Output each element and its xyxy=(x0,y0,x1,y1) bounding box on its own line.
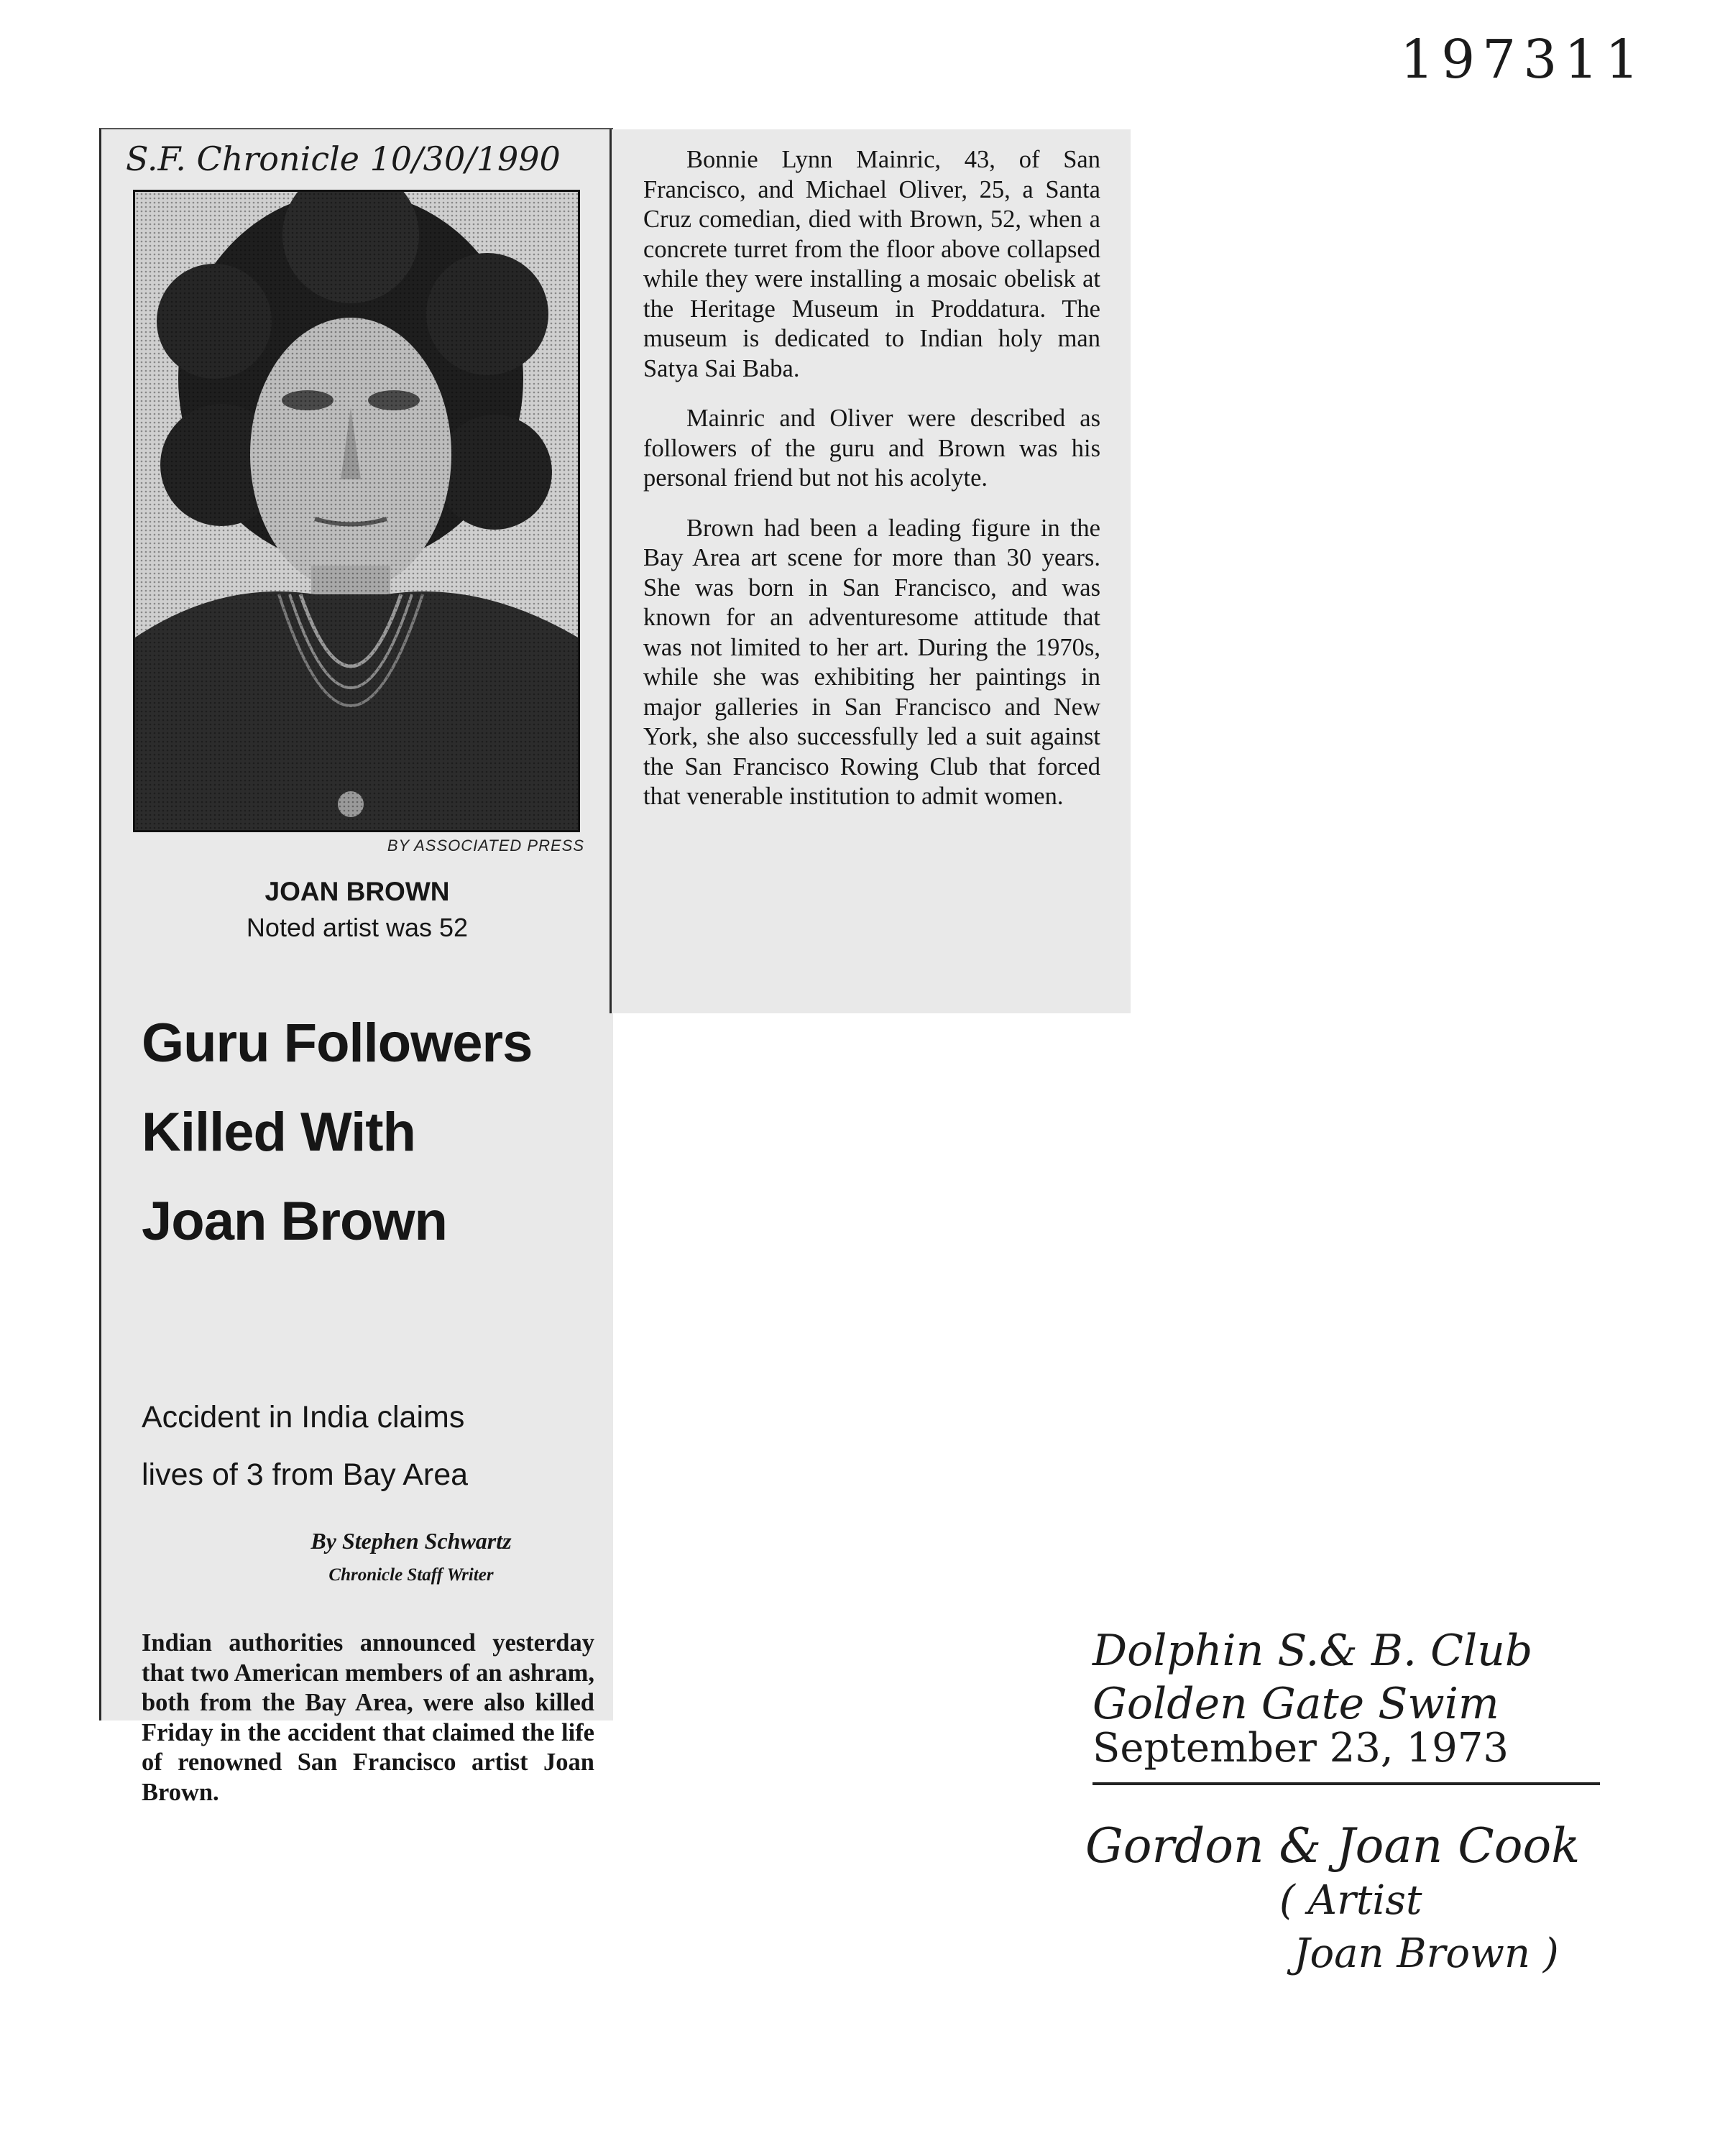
clipping-left-column xyxy=(99,128,613,1806)
photo-caption-name: JOAN BROWN xyxy=(264,877,450,906)
note-line-artist: ( Artist xyxy=(1279,1877,1422,1924)
article-continuation xyxy=(643,145,1100,832)
article-paragraph: Mainric and Oliver were described as followers of the guru and Brown was his personal friend but not his acolyte. xyxy=(643,405,1100,492)
photo-credit: BY ASSOCIATED PRESS xyxy=(387,837,584,854)
photo-caption-sub: Noted artist was 52 xyxy=(246,913,469,942)
subheadline-line: lives of 3 from Bay Area xyxy=(142,1457,469,1492)
article-paragraph: Bonnie Lynn Mainric, 43, of San Francisco, and Michael Oliver, 25, a Santa Cruz comedian, died with Brown, 52, when a concrete turret from the floor above collapsed while they were installing a mosaic obelisk at the Heritage Museum in Proddatura. The museum is dedicated to Indian holy man Satya Sai Baba. xyxy=(643,146,1100,382)
article-paragraph: Brown had been a leading figure in the Bay Area art scene for more than 30 years. She was born in San Francisco, and was known for an adventuresome attitude that was not limited to her art. During the 1970s, while she was exhibiting her paintings in major galleries in San Francisco and New York, she also successfully led a suit against the San Francisco Rowing Club that forced that venerable institution to admit women. xyxy=(643,514,1100,810)
archive-number: 197311 xyxy=(1400,29,1647,91)
lead-paragraph: Indian authorities announced yesterday that two American members of an ashram, both from the Bay Area, were also killed Friday in the accident that claimed the life of renowned San Francisco artist Joan Brown. xyxy=(142,1629,594,1806)
portrait-photo xyxy=(133,190,580,832)
headline-line: Killed With xyxy=(142,1102,415,1163)
note-divider xyxy=(1092,1782,1600,1785)
subheadline-line: Accident in India claims xyxy=(142,1400,465,1434)
byline: By Stephen Schwartz xyxy=(310,1528,512,1554)
subheadline xyxy=(142,1388,602,1503)
clipping-right-column xyxy=(610,129,1131,1013)
note-line-event: Golden Gate Swim xyxy=(1092,1679,1499,1729)
headline-line: Guru Followers xyxy=(142,1013,533,1074)
portrait-image xyxy=(135,192,578,830)
note-line-artist-name: Joan Brown ) xyxy=(1294,1930,1559,1977)
note-line-names-visible: Gordon & Joan Cook xyxy=(1085,1818,1581,1874)
byline-role: Chronicle Staff Writer xyxy=(328,1565,494,1585)
note-line-date: September 23, 1973 xyxy=(1092,1725,1509,1772)
headline xyxy=(142,999,602,1266)
headline-line: Joan Brown xyxy=(142,1191,447,1252)
source-note: S.F. Chronicle 10/30/1990 xyxy=(126,139,561,178)
note-line-club: Dolphin S.& B. Club xyxy=(1092,1626,1533,1676)
